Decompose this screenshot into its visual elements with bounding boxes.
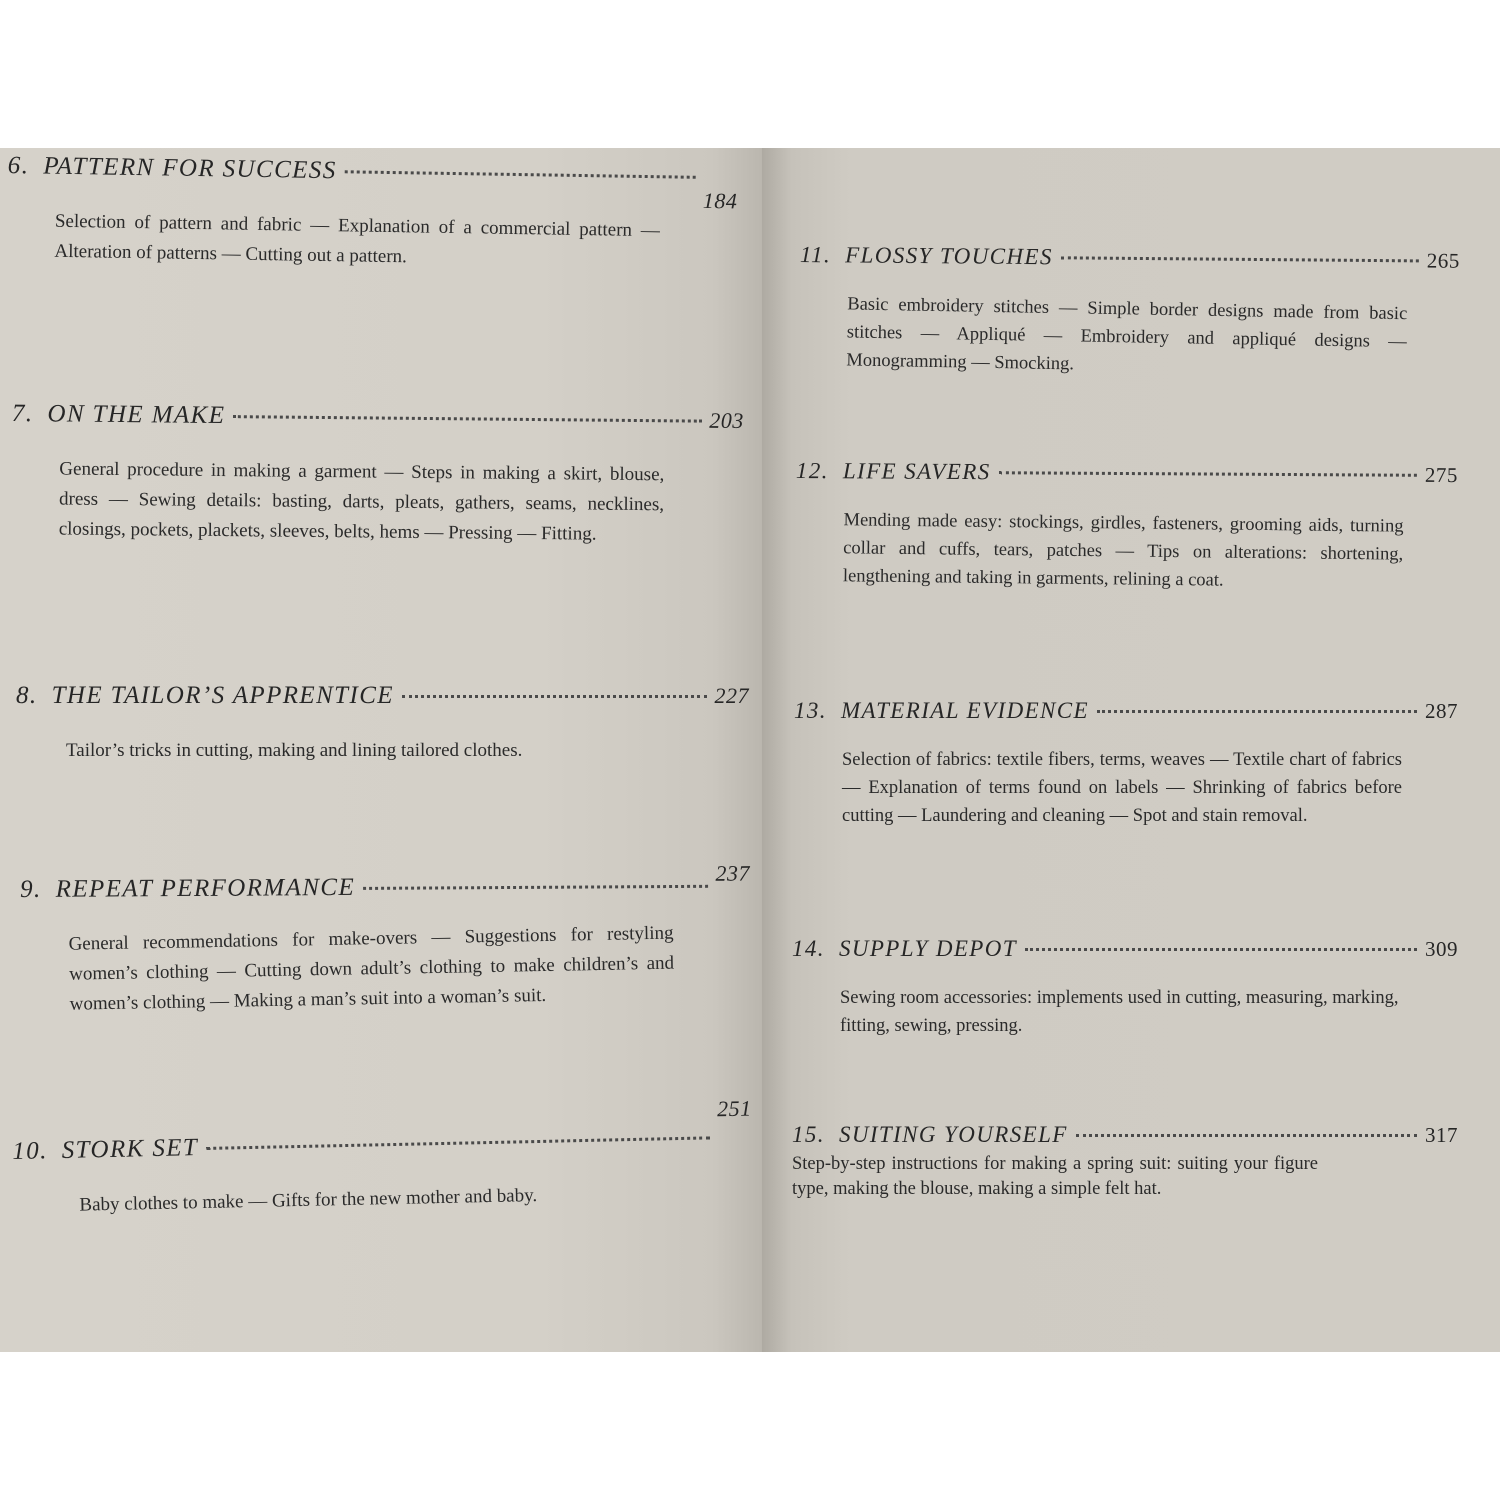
left-page [0,148,766,1352]
chapter-number: 7. [11,400,34,428]
chapter-description: General recommendations for make-overs — Suggestions for restyling women’s clothing — Cutting down adult’s clothing to make children’s and women’s clothing — Making a man’s suit into a woman’s suit. [68,922,675,1015]
chapter-title: SUPPLY DEPOT [838,936,1017,961]
dot-leader [1025,948,1417,951]
dot-leader [402,695,707,698]
chapter-heading [7,152,738,214]
chapter-heading [800,242,1460,274]
dot-leader [999,471,1417,477]
chapter-description: Tailor’s tricks in cutting, making and lining tailored clothes. [66,740,523,761]
page-number: 184 [702,187,738,214]
toc-entry [12,1095,754,1222]
page-number: 265 [1426,248,1460,273]
toc-entry [16,682,749,766]
chapter-title: THE TAILOR’S APPRENTICE [51,682,394,709]
chapter-description: Basic embroidery stitches — Simple border designs made from basic stitches — Appliqué — Embroidery and appliqué designs — Monogramming — Smocking. [846,294,1408,375]
chapter-heading [796,458,1458,488]
page-number: 227 [714,683,749,708]
toc-entry [20,860,751,1020]
toc-entry [792,1122,1458,1202]
toc-entry [792,936,1458,1040]
chapter-number: 13. [794,698,827,723]
chapter-description: Selection of fabrics: textile fibers, terms, weaves — Textile chart of fabrics — Explanation of terms found on labels — Shrinking of fabrics before cutting — Laundering and cleaning — Spot and stain removal. [842,750,1402,826]
chapter-title: STORK SET [61,1134,199,1164]
chapter-title: SUITING YOURSELF [838,1122,1068,1147]
page-number: 203 [709,407,744,434]
chapter-heading [16,682,749,710]
chapter-number: 11. [799,242,832,268]
chapter-description: Mending made easy: stockings, girdles, fasteners, grooming aids, turning collar and cuffs, tears, patches — Tips on alterations: shortening, lengthening and taking in garments, relining a coat. [842,510,1404,591]
chapter-title: REPEAT PERFORMANCE [55,873,356,903]
chapter-heading [12,1095,752,1166]
chapter-number: 15. [792,1122,825,1147]
dot-leader [1061,256,1419,262]
chapter-number: 9. [20,875,42,903]
chapter-number: 12. [795,458,829,484]
toc-entry [11,400,744,551]
toc-entry [799,242,1460,380]
chapter-heading [792,1122,1458,1148]
toc-entry [794,698,1458,830]
page-number: 309 [1425,937,1458,961]
dot-leader [363,885,707,890]
chapter-heading [792,936,1458,962]
toc-entry [6,152,738,277]
page-number: 317 [1425,1123,1458,1147]
chapter-title: LIFE SAVERS [842,458,991,485]
dot-leader [1076,1134,1417,1137]
page-number: 275 [1424,462,1458,488]
chapter-description: Baby clothes to make — Gifts for the new mother and baby. [79,1185,538,1216]
chapter-title: MATERIAL EVIDENCE [840,698,1089,723]
chapter-description: General procedure in making a garment — Steps in making a skirt, blouse, dress — Sewing details: basting, darts, pleats, gathers, seams, necklines, closings, pockets, plackets, sleeves, belts, hems — Pressing — Fitting. [58,458,665,545]
dot-leader [206,1136,710,1150]
chapter-title: ON THE MAKE [47,400,226,430]
dot-leader [233,415,701,422]
right-page [762,148,1500,1352]
chapter-description: Selection of pattern and fabric — Explanation of a commercial pattern — Alteration of patterns — Cutting out a pattern. [54,210,661,268]
chapter-number: 14. [792,936,825,961]
dot-leader [345,170,696,179]
chapter-heading [20,860,751,904]
chapter-title: PATTERN FOR SUCCESS [43,152,337,185]
chapter-heading [794,698,1458,724]
chapter-title: FLOSSY TOUCHES [845,242,1053,270]
page-number: 287 [1425,699,1458,723]
book-spread [0,148,1500,1352]
chapter-heading [12,400,744,435]
page-number: 251 [716,1095,752,1122]
toc-entry [795,458,1458,594]
dot-leader [1097,710,1417,713]
chapter-number: 8. [16,682,38,709]
chapter-number: 6. [7,152,30,180]
page-number: 237 [715,860,751,886]
chapter-description: Sewing room accessories: implements used in cutting, measuring, marking, fitting, sewing, pressing. [840,988,1399,1036]
chapter-number: 10. [12,1137,49,1165]
chapter-description: Step-by-step instructions for making a spring suit: suiting your figure type, making the blouse, making a simple felt hat. [792,1154,1318,1199]
